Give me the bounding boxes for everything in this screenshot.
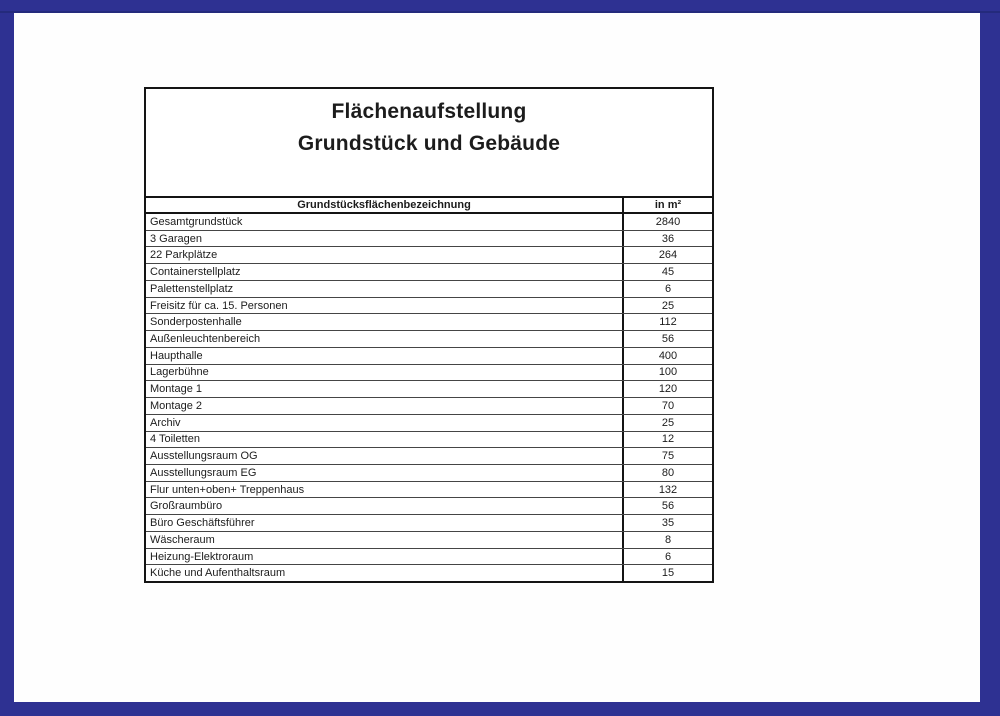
row-area-label: Freisitz für ca. 15. Personen: [146, 298, 624, 314]
row-area-label: Montage 2: [146, 398, 624, 414]
row-area-value: 12: [661, 433, 675, 446]
table-row: [146, 246, 712, 263]
table-row: [146, 297, 712, 314]
row-area-label: 4 Toiletten: [146, 432, 624, 448]
row-area-value: 56: [661, 333, 675, 345]
row-area-label: Wäscheraum: [146, 532, 624, 548]
row-area-value: 120: [658, 383, 678, 396]
row-area-label: Archiv: [146, 415, 624, 431]
table-row: [146, 497, 712, 514]
header-area-name: Grundstücksflächenbezeichnung: [146, 198, 624, 212]
table-row: [146, 564, 712, 581]
row-area-value: 45: [661, 266, 675, 279]
table-row: [146, 364, 712, 381]
table-row: [146, 263, 712, 280]
table-header-row: [146, 198, 712, 214]
table-row: [146, 313, 712, 330]
row-area-value: 264: [658, 249, 678, 262]
row-area-value: 70: [661, 399, 675, 412]
area-table: [144, 87, 714, 583]
row-area-value: 80: [661, 466, 675, 479]
table-row: [146, 464, 712, 481]
row-area-label: Containerstellplatz: [146, 264, 624, 280]
row-area-label: Büro Geschäftsführer: [146, 515, 624, 531]
row-area-label: Außenleuchtenbereich: [146, 331, 624, 347]
row-area-value: 25: [661, 416, 675, 429]
table-row: [146, 214, 712, 230]
row-area-label: Flur unten+oben+ Treppenhaus: [146, 482, 624, 498]
row-area-label: Palettenstellplatz: [146, 281, 624, 297]
row-area-label: 3 Garagen: [146, 231, 624, 247]
header-unit: in m²: [654, 199, 682, 211]
row-area-value: 56: [661, 500, 675, 513]
row-area-value: 2840: [655, 215, 681, 228]
table-row: [146, 447, 712, 464]
table-row: [146, 431, 712, 448]
row-area-label: Montage 1: [146, 381, 624, 397]
row-area-value: 8: [664, 533, 672, 546]
table-row: [146, 531, 712, 548]
row-area-value: 100: [658, 366, 678, 379]
row-area-label: Küche und Aufenthaltsraum: [146, 565, 624, 581]
row-area-label: 22 Parkplätze: [146, 247, 624, 263]
document-page: [14, 13, 980, 702]
row-area-value: 35: [661, 517, 675, 530]
title-line-2: Grundstück und Gebäude: [297, 132, 561, 155]
row-area-label: Lagerbühne: [146, 365, 624, 381]
row-area-value: 36: [661, 232, 675, 245]
table-body: [146, 214, 712, 581]
row-area-value: 6: [664, 282, 672, 295]
table-row: [146, 481, 712, 498]
table-row: [146, 280, 712, 297]
row-area-value: 132: [658, 483, 678, 496]
table-row: [146, 397, 712, 414]
row-area-value: 112: [659, 316, 677, 329]
row-area-label: Großraumbüro: [146, 498, 624, 514]
row-area-label: Ausstellungsraum EG: [146, 465, 624, 481]
row-area-label: Haupthalle: [146, 348, 624, 364]
table-row: [146, 380, 712, 397]
row-area-value: 75: [661, 450, 675, 463]
row-area-value: 6: [664, 550, 672, 563]
table-row: [146, 514, 712, 531]
row-area-value: 15: [661, 567, 675, 580]
row-area-value: 400: [658, 349, 678, 362]
row-area-label: Ausstellungsraum OG: [146, 448, 624, 464]
row-area-label: Heizung-Elektroraum: [146, 549, 624, 565]
row-area-label: Gesamtgrundstück: [146, 214, 624, 230]
table-row: [146, 414, 712, 431]
table-row: [146, 330, 712, 347]
table-row: [146, 548, 712, 565]
table-row: [146, 230, 712, 247]
row-area-label: Sonderpostenhalle: [146, 314, 624, 330]
table-title-cell: [146, 89, 712, 198]
title-line-1: Flächenaufstellung: [331, 100, 527, 123]
row-area-value: 25: [661, 299, 675, 312]
table-row: [146, 347, 712, 364]
